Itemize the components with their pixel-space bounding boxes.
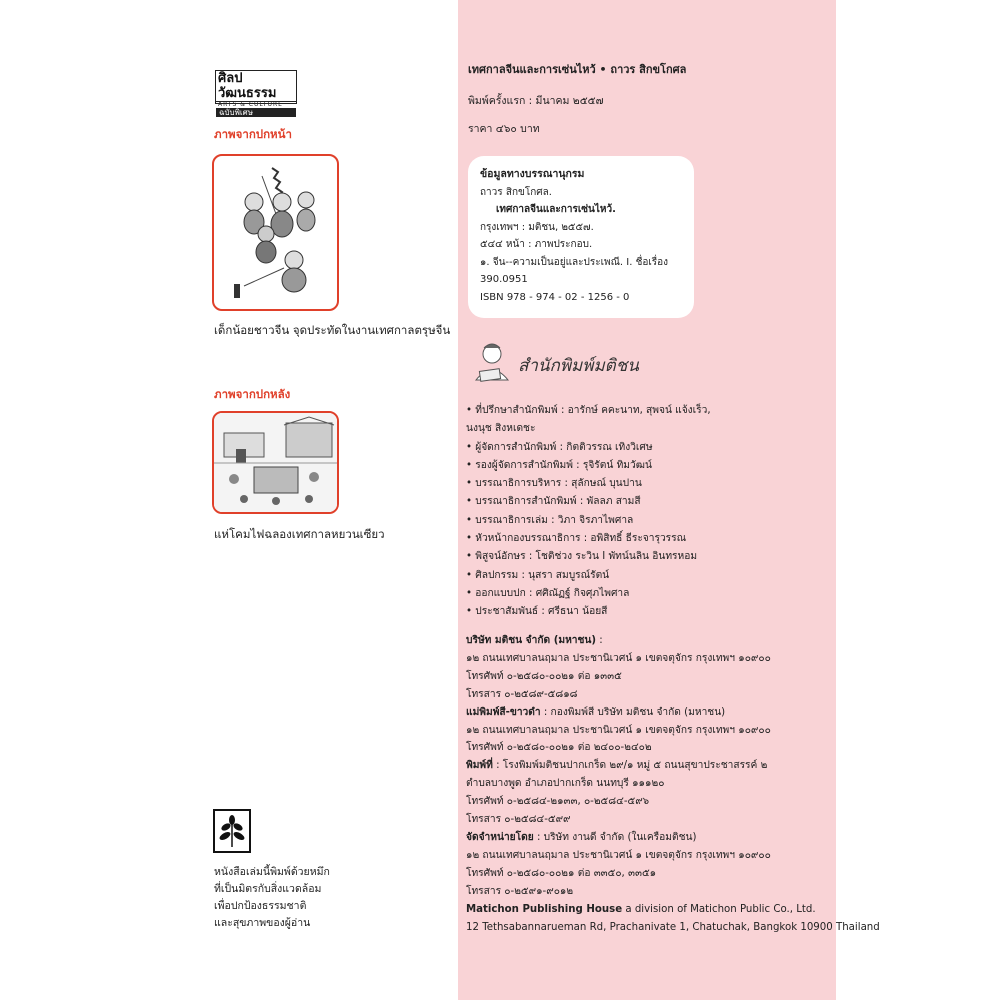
- contact-rest: โทรศัพท์ ๐-๒๕๘๐-๐๐๒๑ ต่อ ๓๓๕๐, ๓๓๕๑: [466, 867, 657, 879]
- staff-item: • ประชาสัมพันธ์ : ศรีธนา น้อยสี: [466, 606, 608, 618]
- contact-rest: a division of Matichon Public Co., Ltd.: [622, 903, 816, 915]
- logo-line3: ฉบับพิเศษ: [216, 108, 296, 117]
- front-cover-caption: เด็กน้อยชาวจีน จุดประทัดในงานเทศกาลตรุษจีน: [214, 323, 451, 337]
- cip-heading: ข้อมูลทางบรรณานุกรม: [480, 168, 585, 180]
- contact-line: [466, 919, 880, 937]
- eco-note-line: ที่เป็นมิตรกับสิ่งแวดล้อม: [214, 883, 322, 895]
- contact-line: [466, 632, 880, 650]
- cip-line: ถาวร สิกขโกศล.: [480, 186, 552, 198]
- staff-item: • ศิลปกรรม : นุสรา สมบูรณ์รัตน์: [466, 569, 610, 581]
- staff-item: • ผู้จัดการสำนักพิมพ์ : กิตติวรรณ เทิงวิเศษ: [466, 441, 653, 453]
- front-cover-heading: ภาพจากปกหน้า: [214, 127, 292, 141]
- children-firecracker-illustration: [214, 156, 337, 309]
- contact-bold: Matichon Publishing House: [466, 903, 623, 915]
- staff-item: • บรรณาธิการเล่ม : วิภา จิรภาไพศาล: [466, 514, 634, 526]
- eco-note-line: และสุขภาพของผู้อ่าน: [214, 917, 311, 929]
- contact-line: [466, 847, 880, 865]
- contact-line: [466, 650, 880, 668]
- leaf-icon: [215, 811, 249, 851]
- contact-line: [466, 883, 880, 901]
- contact-info: [466, 632, 880, 936]
- cip-box: [468, 156, 694, 318]
- contact-bold: บริษัท มติชน จำกัด (มหาชน): [466, 635, 597, 646]
- back-cover-image: [212, 411, 339, 514]
- lantern-festival-illustration: [214, 413, 337, 512]
- contact-rest: โทรสาร ๐-๒๕๘๙-๕๘๑๘: [466, 688, 578, 700]
- contact-rest: : บริษัท งานดี จำกัด (ในเครือมติชน): [533, 831, 697, 843]
- back-cover-heading: ภาพจากปกหลัง: [214, 387, 291, 401]
- contact-line: [466, 775, 880, 793]
- contact-line: [466, 757, 880, 775]
- cip-line: ๑. จีน--ความเป็นอยู่และประเพณี. I. ชื่อเรื่อง: [480, 256, 669, 268]
- staff-item: • พิสูจน์อักษร : โชติช่วง ระวิน I พัทน์นลิน อินทรหอม: [466, 551, 698, 563]
- eco-note: [214, 864, 330, 932]
- contact-line: [466, 704, 880, 722]
- price: ราคา ๔๖๐ บาท: [468, 123, 540, 135]
- brand-text: สำนักพิมพ์มติชน: [518, 356, 639, 376]
- contact-rest: โทรศัพท์ ๐-๒๕๘๔-๒๑๓๓, ๐-๒๕๘๔-๕๙๖: [466, 796, 650, 808]
- contact-rest: โทรสาร ๐-๒๕๘๔-๕๙๙: [466, 814, 571, 826]
- contact-rest: 12 Tethsabannarueman Rd, Prachanivate 1, Chatuchak, Bangkok 10900 Thailand: [466, 921, 880, 933]
- first-print: พิมพ์ครั้งแรก : มีนาคม ๒๕๕๗: [468, 95, 604, 107]
- contact-bold: จัดจำหน่ายโดย: [466, 831, 534, 843]
- contact-line: [466, 722, 880, 740]
- staff-item: • รองผู้จัดการสำนักพิมพ์ : รุจิรัตน์ ทิมวัฒน์: [466, 459, 652, 471]
- cip-line: ISBN 978 - 974 - 02 - 1256 - 0: [480, 291, 630, 303]
- book-title: เทศกาลจีนและการเซ่นไหว้ • ถาวร สิกขโกศล: [468, 63, 687, 76]
- eco-book-icon: [213, 809, 251, 853]
- contact-line: [466, 668, 880, 686]
- contact-rest: โทรศัพท์ ๐-๒๕๘๐-๐๐๒๑ ต่อ ๑๓๓๕: [466, 670, 622, 682]
- front-cover-image: [212, 154, 339, 311]
- logo-line1: ศิลปวัฒนธรรม: [218, 71, 277, 101]
- contact-rest: ๑๒ ถนนเทศบาลนฤมาล ประชานิเวศน์ ๑ เขตจตุจักร กรุงเทพฯ ๑๐๙๐๐: [466, 724, 771, 736]
- contact-rest: : กองพิมพ์สี บริษัท มติชน จำกัด (มหาชน): [540, 706, 726, 718]
- staff-list: [466, 402, 711, 622]
- contact-line: [466, 739, 880, 757]
- contact-rest: ๑๒ ถนนเทศบาลนฤมาล ประชานิเวศน์ ๑ เขตจตุจักร กรุงเทพฯ ๑๐๙๐๐: [466, 652, 771, 664]
- staff-item: นงนุช สิงหเดชะ: [466, 423, 536, 435]
- cip-line: เทศกาลจีนและการเซ่นไหว้.: [496, 204, 616, 215]
- contact-line: [466, 686, 880, 704]
- contact-line: [466, 811, 880, 829]
- contact-bold: แม่พิมพ์สี-ขาวดำ: [466, 706, 541, 718]
- contact-rest: ๑๒ ถนนเทศบาลนฤมาล ประชานิเวศน์ ๑ เขตจตุจักร กรุงเทพฯ ๑๐๙๐๐: [466, 849, 771, 861]
- cip-line: กรุงเทพฯ : มติชน, ๒๕๕๗.: [480, 221, 594, 233]
- contact-rest: โทรศัพท์ ๐-๒๕๘๐-๐๐๒๑ ต่อ ๒๔๐๐-๒๔๐๒: [466, 742, 652, 754]
- staff-item: • บรรณาธิการบริหาร : สุลักษณ์ บุนปาน: [466, 478, 642, 490]
- cip-line: 390.0951: [480, 274, 528, 285]
- contact-rest: : โรงพิมพ์มติชนปากเกร็ด ๒๙/๑ หมู่ ๕ ถนนสุขาประชาสรรค์ ๒: [492, 760, 768, 772]
- staff-item: • บรรณาธิการสำนักพิมพ์ : พัลลภ สามสี: [466, 496, 641, 508]
- contact-rest: :: [596, 635, 603, 646]
- contact-line: [466, 829, 880, 847]
- reading-child-icon: [468, 340, 516, 388]
- staff-item: • ที่ปรึกษาสำนักพิมพ์ : อารักษ์ คคะนาท, สุพจน์ แจ้งเร็ว,: [466, 405, 711, 416]
- eco-note-line: เพื่อปกป้องธรรมชาติ: [214, 900, 307, 912]
- staff-item: • หัวหน้ากองบรรณาธิการ : อพิสิทธิ์ ธีระจารุวรรณ: [466, 533, 687, 545]
- contact-line: [466, 865, 880, 883]
- contact-line: [466, 793, 880, 811]
- staff-item: • ออกแบบปก : ศศิณัฏฐ์ กิจศุภไพศาล: [466, 587, 630, 599]
- arts-culture-logo: [215, 70, 297, 117]
- contact-bold: พิมพ์ที่: [466, 760, 493, 772]
- contact-rest: ตำบลบางพูด อำเภอปากเกร็ด นนทบุรี ๑๑๑๒๐: [466, 778, 665, 790]
- contact-line: [466, 901, 880, 919]
- eco-note-line: หนังสือเล่มนี้พิมพ์ด้วยหมึก: [214, 866, 330, 878]
- contact-rest: โทรสาร ๐-๒๕๙๑-๙๐๑๒: [466, 885, 574, 897]
- back-cover-caption: แห่โคมไฟฉลองเทศกาลหยวนเซียว: [214, 527, 385, 541]
- logo-line2: ARTS & CULTURE: [216, 101, 296, 108]
- matichon-brand: [468, 340, 668, 388]
- cip-line: ๕๔๔ หน้า : ภาพประกอบ.: [480, 239, 593, 250]
